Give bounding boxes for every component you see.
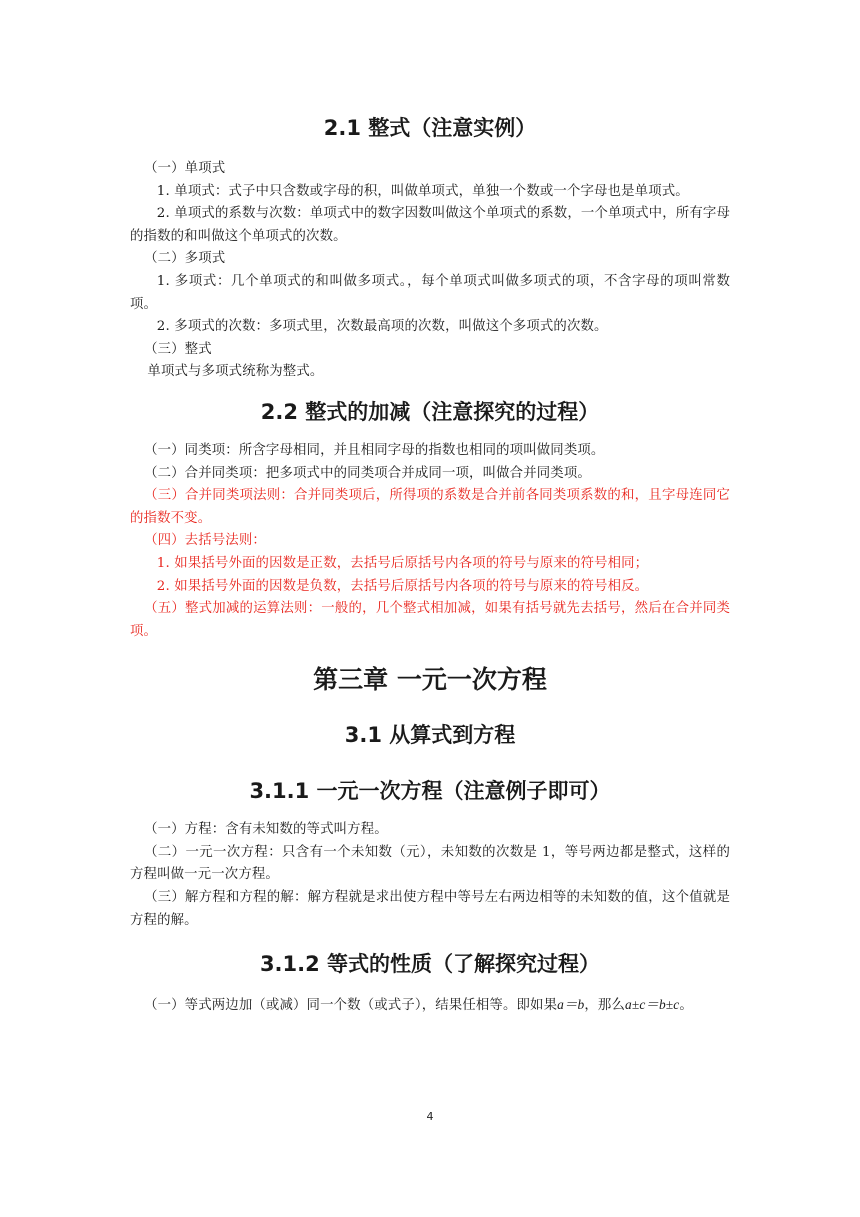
section-2-1-title: 2.1 整式（注意实例）	[323, 116, 537, 140]
page-content	[130, 112, 730, 1018]
rule-paragraph: 1. 如果括号外面的因数是正数，去括号后原括号内各项的符号与原来的符号相同；	[156, 555, 649, 571]
paragraph: （二）多项式	[144, 251, 226, 267]
paragraph	[130, 994, 730, 1018]
paragraph: 2. 单项式的系数与次数：单项式中的数字因数叫做这个单项式的系数，一个单项式中，所有字母的指数的和叫做这个单项式的次数。	[130, 206, 730, 244]
paragraph: 单项式与多项式统称为整式。	[147, 364, 324, 380]
paragraph-text: （一）等式两边加（或减）同一个数（或式子），结果任相等。即如果	[144, 998, 558, 1014]
rule-paragraph: （四）去括号法则：	[144, 533, 266, 549]
section-3-1-1-title: 3.1.1 一元一次方程（注意例子即可）	[249, 779, 611, 804]
section-3-1-title: 3.1 从算式到方程	[344, 723, 516, 748]
section-2-2-title: 2.2 整式的加减（注意探究的过程）	[260, 399, 600, 424]
paragraph: （二）合并同类项：把多项式中的同类项合并成同一项，叫做合并同类项。	[144, 465, 591, 481]
paragraph: （一）方程：含有未知数的等式叫方程。	[144, 822, 388, 838]
chapter-3-title: 第三章 一元一次方程	[313, 665, 547, 695]
rule-paragraph: 2. 如果括号外面的因数是负数，去括号后原括号内各项的符号与原来的符号相反。	[156, 578, 649, 594]
rule-paragraph: （三）合并同类项法则：合并同类项后，所得项的系数是合并前各同类项系数的和，且字母连同它的指数不变。	[130, 488, 730, 526]
page-number: 4	[426, 1110, 434, 1123]
paragraph: 1. 单项式：式子中只含数或字母的积，叫做单项式，单独一个数或一个字母也是单项式。	[156, 183, 689, 199]
section-3-1-2-title: 3.1.2 等式的性质（了解探究过程）	[259, 952, 601, 977]
paragraph-text: ，那么	[584, 998, 625, 1014]
paragraph: （二）一元一次方程：只含有一个未知数（元），未知数的次数是 1，等号两边都是整式，这样的方程叫做一元一次方程。	[130, 844, 730, 883]
paragraph: 1. 多项式：几个单项式的和叫做多项式。，每个单项式叫做多项式的项，不含字母的项叫常数项。	[130, 273, 730, 312]
paragraph: （三）解方程和方程的解：解方程就是求出使方程中等号左右两边相等的未知数的值，这个值就是方程的解。	[130, 890, 730, 928]
paragraph-text: 。	[679, 998, 693, 1014]
math-expression: a＝b	[557, 997, 585, 1013]
paragraph: （三）整式	[144, 341, 212, 357]
paragraph: （一）同类项：所含字母相同，并且相同字母的指数也相同的项叫做同类项。	[144, 442, 605, 458]
paragraph: 2. 多项式的次数：多项式里，次数最高项的次数，叫做这个多项式的次数。	[156, 319, 608, 335]
paragraph: （一）单项式	[144, 161, 226, 176]
math-expression: a±c＝b±c	[624, 997, 680, 1013]
rule-paragraph: （五）整式加减的运算法则：一般的，几个整式相加减，如果有括号就先去括号，然后在合并同类项。	[130, 601, 730, 639]
